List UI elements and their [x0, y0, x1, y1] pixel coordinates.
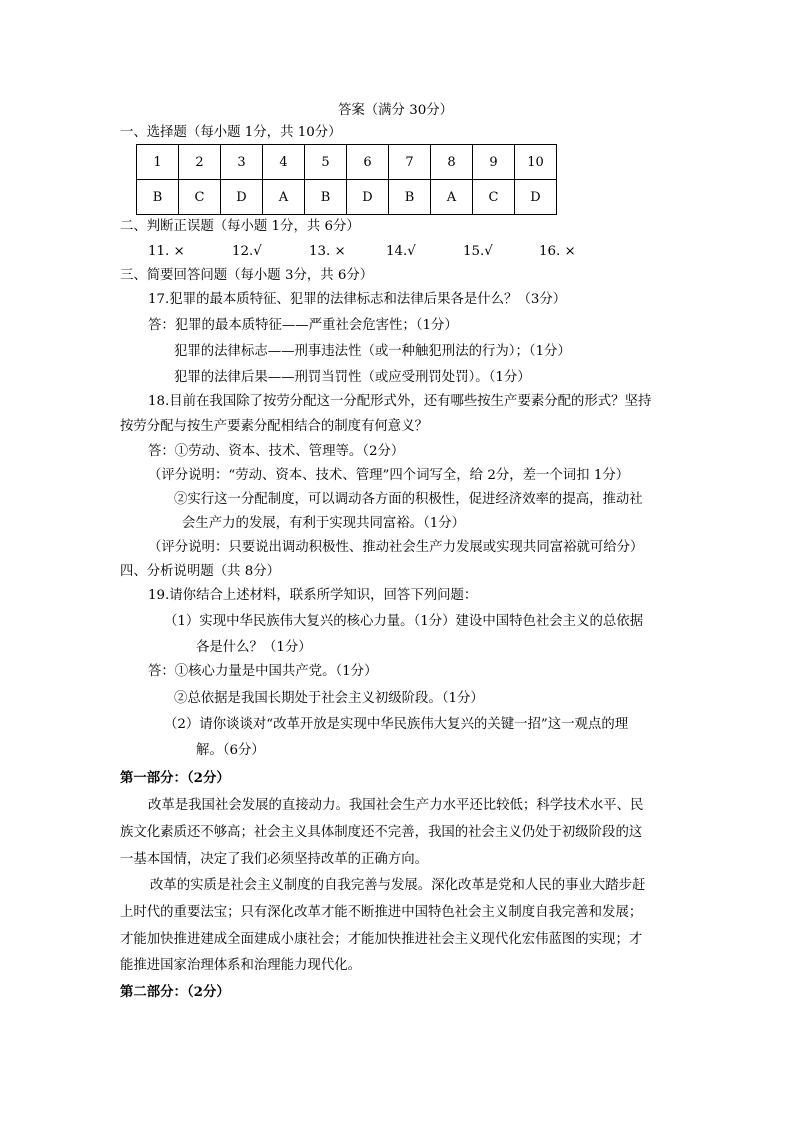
- page-title: 答案（满分 30分）: [338, 103, 454, 118]
- section-1-heading: 一、选择题（每小题 1分，共 10分）: [120, 125, 342, 140]
- paragraph-2-line-1: 改革的实质是社会主义制度的自我完善与发展。深化改革是党和人民的事业大踏步赶: [150, 878, 646, 893]
- table-cell: D: [515, 180, 557, 215]
- table-cell: 3: [221, 145, 263, 180]
- judge-answer: 13. ×: [309, 244, 346, 259]
- table-cell: 8: [431, 145, 473, 180]
- table-cell: 4: [263, 145, 305, 180]
- scoring-note-2: （评分说明：只要说出调动积极性、推动社会生产力发展或实现共同富裕就可给分）: [148, 540, 644, 555]
- table-row-answers: [137, 180, 557, 215]
- table-cell: A: [431, 180, 473, 215]
- judge-answer: 14.√: [386, 244, 416, 259]
- table-cell: B: [137, 180, 179, 215]
- paragraph-2-line-3: 才能加快推进建成全面建成小康社会；才能加快推进社会主义现代化宏伟蓝图的实现；才: [120, 932, 643, 947]
- table-cell: 1: [137, 145, 179, 180]
- paragraph-1-line-1: 改革是我国社会发展的直接动力。我国社会生产力水平还比较低；科学技术水平、民: [148, 798, 644, 813]
- judge-answer: 16. ×: [539, 244, 576, 259]
- table-cell: 5: [305, 145, 347, 180]
- answer-17-line-1: 答：犯罪的最本质特征——严重社会危害性；（1分）: [148, 318, 458, 333]
- answer-19-line-1: 答：①核心力量是中国共产党。（1分）: [148, 664, 378, 679]
- question-19-1-line-2: 各是什么？（1分）: [196, 640, 312, 655]
- table-cell: 6: [347, 145, 389, 180]
- section-4-heading: 四、分析说明题（共 8分）: [120, 564, 281, 579]
- question-17: 17.犯罪的最本质特征、犯罪的法律标志和法律后果各是什么？（3分）: [148, 292, 567, 307]
- choice-answer-table: [136, 144, 557, 215]
- question-19-2-line-1: （2）请你谈谈对“改革开放是实现中华民族伟大复兴的关键一招”这一观点的理: [164, 717, 629, 732]
- judge-answer: 11. ×: [148, 244, 185, 259]
- table-cell: 9: [473, 145, 515, 180]
- paragraph-1-line-2: 族文化素质还不够高；社会主义具体制度还不完善，我国的社会主义仍处于初级阶段的这: [120, 825, 643, 840]
- answer-18-line-2: ②实行这一分配制度，可以调动各方面的积极性，促进经济效率的提高，推动社: [174, 492, 643, 507]
- table-cell: B: [389, 180, 431, 215]
- part-2-heading: 第二部分：（2分）: [120, 984, 230, 1000]
- question-19: 19.请你结合上述材料，联系所学知识，回答下列问题：: [148, 588, 478, 603]
- scoring-note-1: （评分说明：“劳动、资本、技术、管理”四个词写全，给 2分，差一个词扣 1分）: [148, 468, 630, 483]
- table-cell: A: [263, 180, 305, 215]
- table-cell: C: [179, 180, 221, 215]
- table-cell: 10: [515, 145, 557, 180]
- answer-18-line-1: 答：①劳动、资本、技术、管理等。（2分）: [148, 444, 405, 459]
- answer-19-line-2: ②总依据是我国长期处于社会主义初级阶段。（1分）: [174, 691, 484, 706]
- question-19-1-line-1: （1）实现中华民族伟大复兴的核心力量。（1分）建设中国特色社会主义的总依据: [164, 614, 644, 629]
- section-3-heading: 三、简要回答问题（每小题 3分，共 6分）: [120, 268, 374, 283]
- section-2-heading: 二、判断正误题（每小题 1分，共 6分）: [120, 219, 360, 234]
- paragraph-2-line-2: 上时代的重要法宝；只有深化改革才能不断推进中国特色社会主义制度自我完善和发展；: [120, 905, 643, 920]
- part-1-heading: 第一部分：（2分）: [120, 770, 230, 786]
- table-cell: D: [347, 180, 389, 215]
- table-cell: B: [305, 180, 347, 215]
- question-18-line-1: 18.目前在我国除了按劳分配这一分配形式外，还有哪些按生产要素分配的形式？坚持: [148, 394, 652, 409]
- question-19-2-line-2: 解。（6分）: [196, 743, 265, 758]
- judge-answer: 15.√: [463, 244, 493, 259]
- paragraph-1-line-3: 一基本国情，决定了我们必须坚持改革的正确方向。: [120, 852, 428, 867]
- table-cell: C: [473, 180, 515, 215]
- answer-17-line-3: 犯罪的法律后果——刑罚当罚性（或应受刑罚处罚）。（1分）: [174, 370, 531, 385]
- table-cell: 7: [389, 145, 431, 180]
- question-18-line-2: 按劳分配与按生产要素分配相结合的制度有何意义？: [120, 419, 428, 434]
- judge-answer: 12.√: [232, 244, 262, 259]
- answer-17-line-2: 犯罪的法律标志——刑事违法性（或一种触犯刑法的行为）；（1分）: [174, 344, 571, 359]
- answer-18-line-3: 会生产力的发展，有利于实现共同富裕。（1分）: [182, 516, 466, 531]
- table-row-numbers: [137, 145, 557, 180]
- paragraph-2-line-4: 能推进国家治理体系和治理能力现代化。: [120, 958, 362, 973]
- table-cell: 2: [179, 145, 221, 180]
- table-cell: D: [221, 180, 263, 215]
